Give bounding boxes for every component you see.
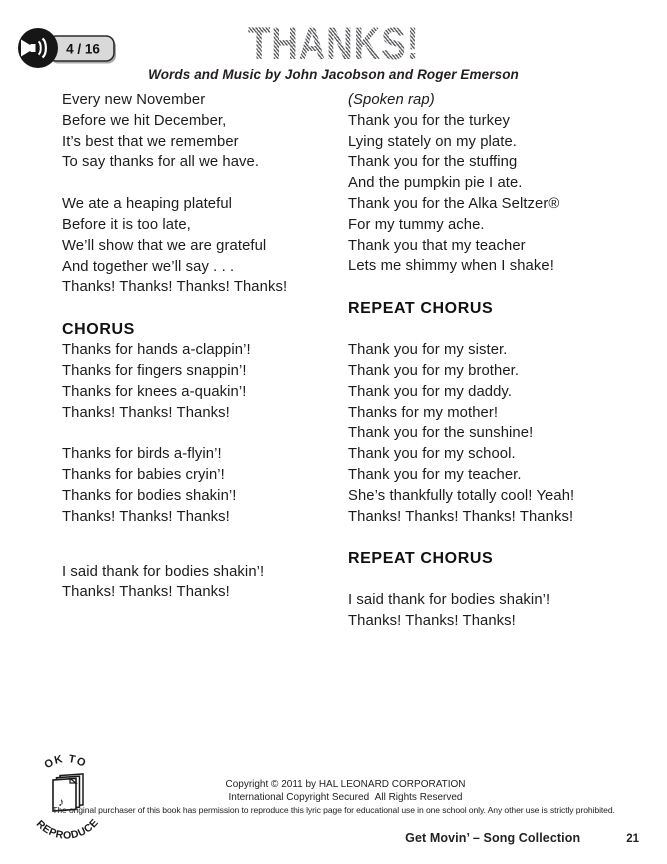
lyric-line: To say thanks for all we have. (62, 154, 260, 171)
lyric-stanza (348, 90, 648, 277)
lyric-line: Thanks! Thanks! Thanks! (62, 508, 230, 525)
lyric-line: Thanks for bodies shakin’! (62, 487, 237, 504)
lyric-line: And together we’ll say . . . (62, 258, 235, 275)
lyric-stanza (62, 562, 348, 604)
svg-text:OK TO (42, 753, 88, 771)
section-heading: REPEAT CHORUS (348, 550, 494, 568)
svg-text:REPRODUCE (34, 817, 101, 842)
lyric-stanza (62, 194, 348, 298)
lyric-line: Thank you that my teacher (348, 237, 526, 254)
lyric-line: For my tummy ache. (348, 216, 485, 233)
lyric-line: Lets me shimmy when I shake! (348, 258, 554, 275)
page-number: 21 (626, 833, 639, 845)
permission-note: The original purchaser of this book has permission to reproduce this lyric page for educational use in one school only. Any other use is strictly prohibited. (52, 805, 615, 815)
lyric-stanza (348, 590, 648, 632)
lyric-line: It’s best that we remember (62, 133, 239, 150)
lyric-line: Thanks! Thanks! Thanks! (62, 584, 230, 601)
lyric-line: Thanks for knees a-quakin’! (62, 383, 247, 400)
lyric-line: Thank you for my sister. (348, 342, 508, 359)
byline: Words and Music by John Jacobson and Roger Emerson (148, 67, 519, 82)
lyrics-left-column (62, 90, 348, 653)
lyric-line: Thanks! Thanks! Thanks! (62, 404, 230, 421)
lyric-line: Thank you for my daddy. (348, 383, 513, 400)
lyric-line: I said thank for bodies shakin’! (62, 563, 265, 580)
copyright-line-2: International Copyright Secured All Rights Reserved (228, 791, 463, 803)
lyric-stanza (62, 444, 348, 527)
music-note-icon: ♪ (58, 795, 64, 809)
copyright-block (24, 779, 667, 804)
lyric-line: We’ll show that we are grateful (62, 237, 267, 254)
footer-line (405, 831, 639, 845)
lyric-line: Thanks for hands a-clappin’! (62, 342, 251, 359)
lyrics-area (62, 90, 648, 653)
copyright-line-1: Copyright © 2011 by HAL LEONARD CORPORATION (225, 779, 466, 790)
lyric-line: Thanks for my mother! (348, 404, 499, 421)
lyric-line: Before it is too late, (62, 216, 191, 233)
series-title: Get Movin’ – Song Collection (405, 831, 581, 845)
lyric-line: Thank you for the stuffing (348, 154, 518, 171)
lyric-line: And the pumpkin pie I ate. (348, 175, 523, 192)
lyric-line: I said thank for bodies shakin’! (348, 592, 551, 609)
lyric-stanza (62, 340, 348, 423)
lyric-line: Thanks for babies cryin’! (62, 467, 225, 484)
stamp-bottom-text: REPRODUCE (33, 816, 102, 842)
lyric-stanza (348, 340, 648, 527)
lyric-line: Thank you for the Alka Seltzer® (348, 195, 560, 212)
lyric-line: Thanks! Thanks! Thanks! Thanks! (348, 508, 574, 525)
lyric-line: Lying stately on my plate. (348, 133, 518, 150)
section-heading: CHORUS (62, 321, 135, 339)
lyric-line: Thank you for the turkey (348, 112, 510, 129)
lyric-line: She’s thankfully totally cool! Yeah! (348, 487, 575, 504)
lyric-line: Thank you for my brother. (348, 362, 520, 379)
lyric-stanza (62, 90, 348, 173)
lyric-line: Thanks for birds a-flyin’! (62, 446, 222, 463)
track-counter: 4 / 16 (66, 41, 100, 57)
lyric-line: Thanks! Thanks! Thanks! (348, 613, 516, 630)
lyric-line: Thank you for the sunshine! (348, 425, 534, 442)
lyric-line: Thanks for fingers snappin’! (62, 362, 247, 379)
lyric-line: Every new November (62, 92, 206, 108)
lyrics-right-column (348, 90, 648, 653)
section-heading: REPEAT CHORUS (348, 300, 494, 318)
lyric-line: Thanks! Thanks! Thanks! Thanks! (62, 279, 288, 296)
lyric-line: Thank you for my school. (348, 446, 516, 463)
lyric-line: We ate a heaping plateful (62, 196, 233, 213)
page-title: THANKS! (247, 18, 420, 69)
lyric-line: Thank you for my teacher. (348, 466, 522, 483)
lyric-line: (Spoken rap) (348, 92, 435, 108)
lyric-line: Before we hit December, (62, 112, 227, 129)
header (0, 18, 667, 82)
stamp-top-text: OK TO (42, 752, 89, 772)
